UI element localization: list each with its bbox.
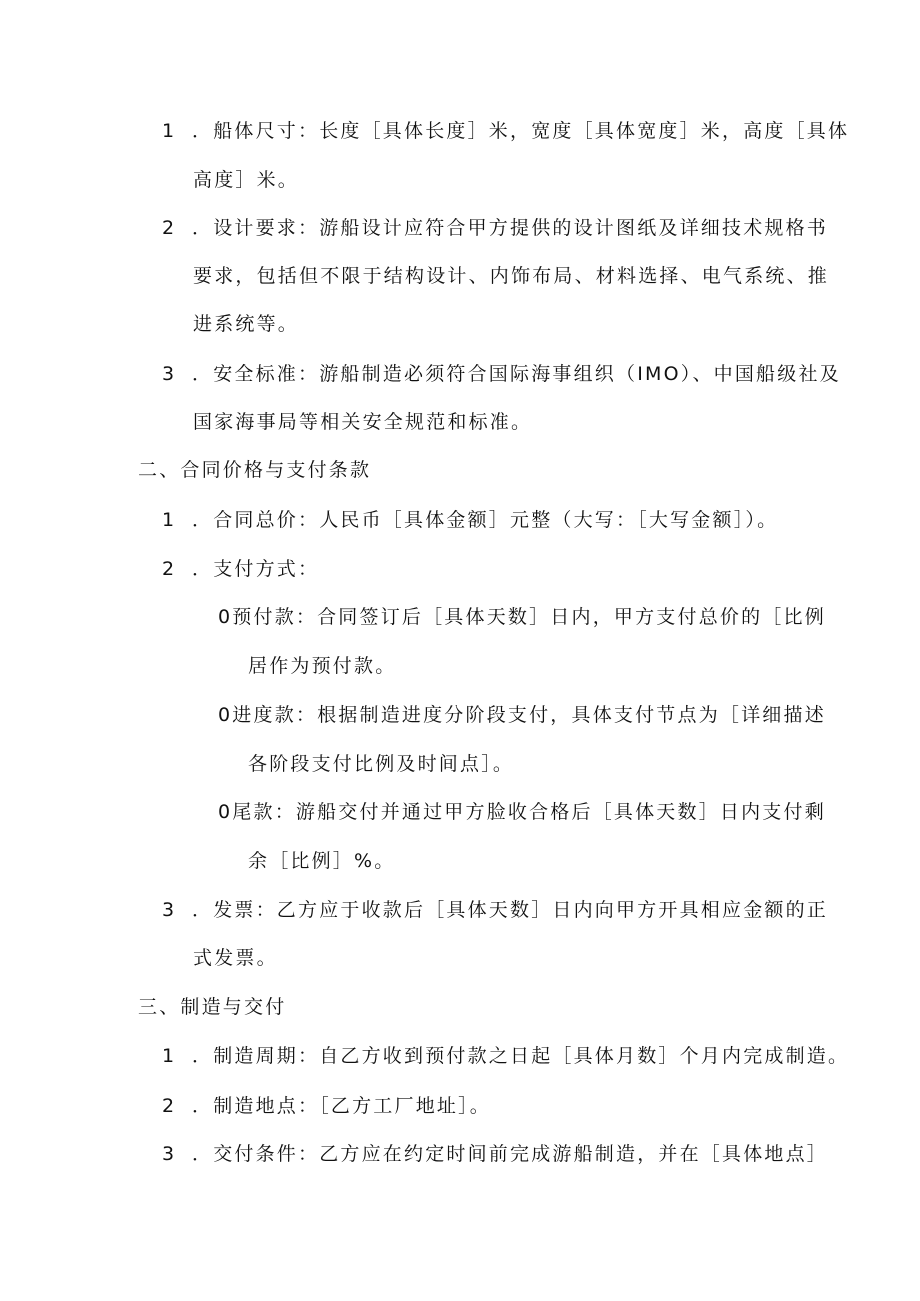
price-item-3: 3 ．发票：乙方应于收款后［具体天数］日内向甲方开具相应金额的正 <box>162 899 829 921</box>
payment-prepay: 0预付款：合同签订后［具体天数］日内，甲方支付总价的［比例 <box>218 606 826 628</box>
delivery-item-1: 1 ．制造周期：自乙方收到预付款之日起［具体月数］个月内完成制造。 <box>162 1045 850 1067</box>
spec-item-2-cont: 进系统等。 <box>193 313 300 335</box>
spec-item-1: 1 ．船体尺寸：长度［具体长度］米，宽度［具体宽度］米，高度［具体 <box>162 120 850 142</box>
delivery-item-3: 3 ．交付条件：乙方应在约定时间前完成游船制造，并在［具体地点］ <box>162 1143 829 1165</box>
section-heading: 三、制造与交付 <box>138 996 287 1018</box>
payment-progress-cont: 各阶段支付比例及时间点］。 <box>248 753 515 775</box>
payment-final: 0尾款：游船交付并通过甲方脸收合格后［具体天数］日内支付剩 <box>218 801 826 823</box>
payment-final-cont: 余［比例］%。 <box>248 850 396 872</box>
price-item-2: 2 ．支付方式： <box>162 558 320 580</box>
payment-prepay-cont: 居作为预付款。 <box>248 655 397 677</box>
delivery-item-2: 2 ．制造地点：［乙方工厂地址］。 <box>162 1095 492 1117</box>
spec-item-2-cont: 要求，包括但不限于结构设计、内饰布局、材料选择、电气系统、推 <box>193 265 830 287</box>
spec-item-3-cont: 国家海事局等相关安全规范和标准。 <box>193 411 533 433</box>
payment-progress: 0进度款：根据制造进度分阶段支付，具体支付节点为［详细描述 <box>218 704 826 726</box>
spec-item-1-cont: 高度］米。 <box>193 169 300 191</box>
spec-item-2: 2 ．设计要求：游船设计应符合甲方提供的设计图纸及详细技术规格书 <box>162 217 829 239</box>
section-heading: 二、合同价格与支付条款 <box>138 459 372 481</box>
price-item-1: 1 ．合同总价：人民币［具体金额］元整（大写：［大写金额］）。 <box>162 509 779 531</box>
price-item-3-cont: 式发票。 <box>193 947 278 969</box>
spec-item-3: 3 ．安全标准：游船制造必须符合国际海事组织（IMO）、中国船级社及 <box>162 363 841 385</box>
